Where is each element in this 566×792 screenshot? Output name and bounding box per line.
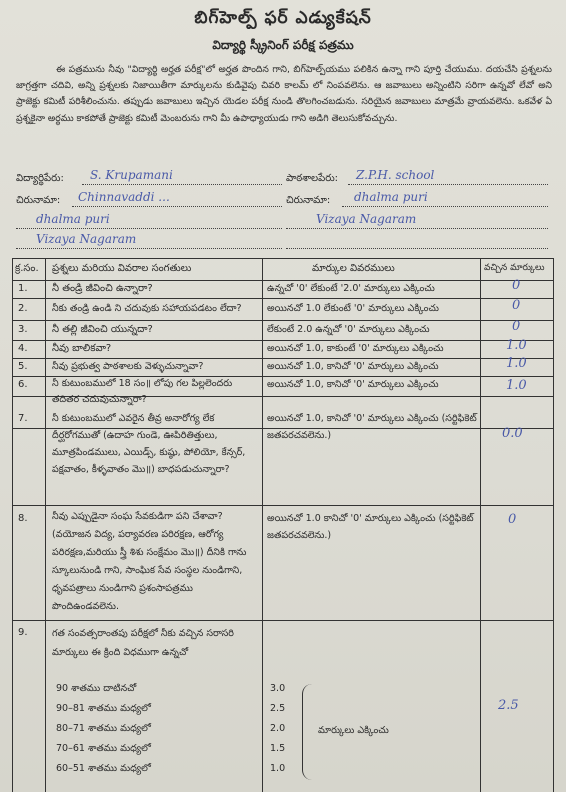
row-2-obtained[interactable]: 0: [512, 298, 521, 313]
header-marks-details: మార్కుల వివరములు: [312, 263, 395, 274]
form-title: బిగ్‌హెల్ప్ ఫర్ ఎడ్యుకేషన్: [194, 8, 372, 28]
row-3-num: 3.: [18, 324, 28, 335]
address-row: [16, 190, 286, 210]
school-address-row-2: [286, 212, 556, 232]
row-3-question: నీ తల్లి జీవించి యున్నదా?: [52, 324, 153, 335]
row-8-question: నీవు ఎప్పుడైనా సంఘ సేవకుడిగా పని చేశావా? (వయోజన విద్య, పర్యావరణ పరిరక్షణ, ఆరోగ్య పరిరక్షణ,మరియు స్త్రీ శిశు సంక్షేమం మొ॥) దీనికి గాను స్కూలునుండి గాని, సాంఘిక సేవ సంస్థల నుండిగాని, ధృవపత్రాలు నుండిగాని ప్రశంసాపత్రము పొందిఉండవలెను.: [52, 511, 247, 612]
sub-row-1-label: 90 శాతము దాటినచో: [56, 683, 137, 694]
sub-row-1-value: 3.0: [270, 683, 286, 694]
school-address-line-2[interactable]: Vizaya Nagaram: [316, 212, 417, 226]
header-serial: క్ర.సం.: [15, 263, 39, 274]
student-name-row: [16, 168, 286, 188]
row-5-question: నీవు ప్రభుత్వ పాఠశాలకు వెళ్ళుచున్నావా?: [52, 361, 204, 372]
address-label: చిరునామా:: [16, 195, 61, 206]
sub-row-5-value: 1.0: [270, 763, 286, 774]
row-6-obtained[interactable]: 1.0: [506, 378, 527, 393]
header-marks-obtained: వచ్చిన మార్కులు: [484, 263, 545, 273]
school-name-label: పాఠశాలపేరు:: [286, 173, 339, 184]
row-1-obtained[interactable]: 0: [512, 278, 521, 293]
row-8-obtained[interactable]: 0: [508, 512, 517, 527]
sub-row-2-value: 2.5: [270, 703, 286, 714]
row-8-marks: అయినచో 1.0 కానిచో '0' మార్కులు ఎక్కించు (సర్టిఫికెట్ జతపరచవలెను.): [267, 513, 474, 541]
address-row-2: [16, 212, 286, 232]
row-9-obtained[interactable]: 2.5: [498, 698, 519, 713]
sub-row-4-label: 70–61 శాతము మధ్యలో: [56, 743, 151, 754]
row-2-question: నీకు తండ్రి ఉండి ని చదువుకు సహాయపడటం లేదా?: [52, 303, 242, 314]
student-name-value[interactable]: S. Krupamani: [90, 168, 173, 182]
school-address-line-1[interactable]: dhalma puri: [354, 190, 428, 204]
row-6-marks: అయినచో 1.0, కానిచో '0' మార్కులు ఎక్కించు: [267, 379, 439, 390]
form-subtitle: విద్యార్థి స్క్రీనింగ్ పరీక్ష పత్రము: [212, 38, 354, 52]
row-3-obtained[interactable]: 0: [512, 319, 521, 334]
row-5-marks: అయినచో 1.0, కానిచో '0' మార్కులు ఎక్కించు: [267, 361, 439, 372]
row-6-num: 6.: [18, 379, 28, 390]
row-7-marks: అయినచో 1.0, కానిచో '0' మార్కులు ఎక్కించు (సర్టిఫికెట్ జతపరచవలెను.): [267, 413, 477, 441]
bracket-icon: [302, 684, 315, 780]
row-4-question: నీవు బాలికవా?: [52, 343, 112, 354]
row-7-num: 7.: [18, 413, 28, 424]
address-line-2[interactable]: dhalma puri: [36, 212, 110, 226]
row-9-num: 9.: [18, 627, 28, 638]
row-8-num: 8.: [18, 513, 28, 524]
row-7-question: నీ కుటుంబములో ఎవరైన తీవ్ర అనారోగ్య లేక దీర్ఘరోగముతో (ఉదాహ గుండె, ఊపిరితిత్తులు, మూత్రపిండములు, ఎయిడ్స్, కుష్ఠు, పోలియో, కేన్సర్, పక్షవాతం, కీళ్ళవాతం మొ॥) బాధపడుచున్నారా?: [52, 413, 246, 475]
sub-row-3-label: 80–71 శాతము మధ్యలో: [56, 723, 151, 734]
student-name-label: విద్యార్థిపేరు:: [16, 173, 64, 184]
school-address-row-3: [286, 236, 556, 252]
address-line-1[interactable]: Chinnavaddi ...: [78, 190, 170, 204]
sub-marks-label: మార్కులు ఎక్కించు: [318, 725, 389, 736]
row-1-marks: ఉన్నచో '0' లేకుంటే '2.0' మార్కులు ఎక్కించు: [267, 283, 435, 294]
row-1-num: 1.: [18, 283, 28, 294]
row-5-obtained[interactable]: 1.0: [506, 356, 527, 371]
row-2-marks: అయినచో 1.0 లేకుంటే '0' మార్కులు ఎక్కించు: [267, 303, 439, 314]
school-name-value[interactable]: Z.P.H. school: [356, 168, 435, 182]
row-1-question: నీ తండ్రి జీవించి ఉన్నారా?: [52, 283, 153, 294]
sub-row-3-value: 2.0: [270, 723, 286, 734]
address-row-3: [16, 232, 286, 252]
row-6-question: నీ కుటుంబములో 18 సం॥ లోపు గల పిల్లలెందరు తదితర చదువుచున్నారా?: [52, 378, 233, 405]
sub-row-5-label: 60–51 శాతము మధ్యలో: [56, 763, 151, 774]
screening-table: [12, 258, 554, 792]
school-address-label: చిరునామా:: [286, 195, 331, 206]
row-4-num: 4.: [18, 343, 28, 354]
header-question: ప్రశ్నలు మరియు వివరాల సంగతులు: [52, 263, 192, 274]
instructions-paragraph: ఈ పత్రమును నీవు "విద్యార్థి అర్హత పరీక్ష"లో అర్హత పొందిన గాని, బిగ్‌హెల్ప్‌యము పలికిన ఉన్నా గాని పూర్తి చేయుము. దయచేసి ప్రశ్నలను జాగ్రత్తగా చదివి, అన్ని ప్రశ్నలకు నిజాయితీగా మార్కులను కుడివైపు చివరి కాలమ్ లో నింపవలెను. ఆ జవాబులు అన్నింటిని సరిగా ఉన్నవో లేవో అని ప్రాజెక్టు కమిటీ పరిశీలించును. తప్పుడు జవాబులు ఇచ్చిన యెడల పరీక్ష నుండి తొలగించబడును. సరియైన జవాబులు మాత్రమే వ్రాయవలెను. ఒకవేళ ఏ ప్రశ్నకైనా అర్థము కాకపోతే ప్రాజెక్టు కమిటీ మెంబరును గాని మీ ఉపాధ్యాయుడు గాని అడిగి తెలుసుకోవచ్చును.: [16, 64, 552, 124]
row-2-num: 2.: [18, 303, 28, 314]
school-address-row: [286, 190, 556, 210]
row-7-obtained[interactable]: 0.0: [502, 426, 523, 441]
row-4-marks: అయినచో 1.0, కాకుంటే '0' మార్కులు ఎక్కించు: [267, 343, 444, 354]
school-name-row: [286, 168, 556, 188]
row-5-num: 5.: [18, 361, 28, 372]
address-line-3[interactable]: Vizaya Nagaram: [36, 232, 137, 246]
sub-row-4-value: 1.5: [270, 743, 286, 754]
row-9-question: గత సంవత్సరాంతపు పరీక్షలో నీకు వచ్చిన సరాసరి మార్కులు ఈ క్రింది విధముగా ఉన్నచో: [52, 628, 234, 658]
row-4-obtained[interactable]: 1.0: [506, 338, 527, 353]
sub-row-2-label: 90–81 శాతము మధ్యలో: [56, 703, 151, 714]
row-3-marks: లేకుంటే 2.0 ఉన్నచో '0' మార్కులు ఎక్కించు: [267, 324, 430, 335]
